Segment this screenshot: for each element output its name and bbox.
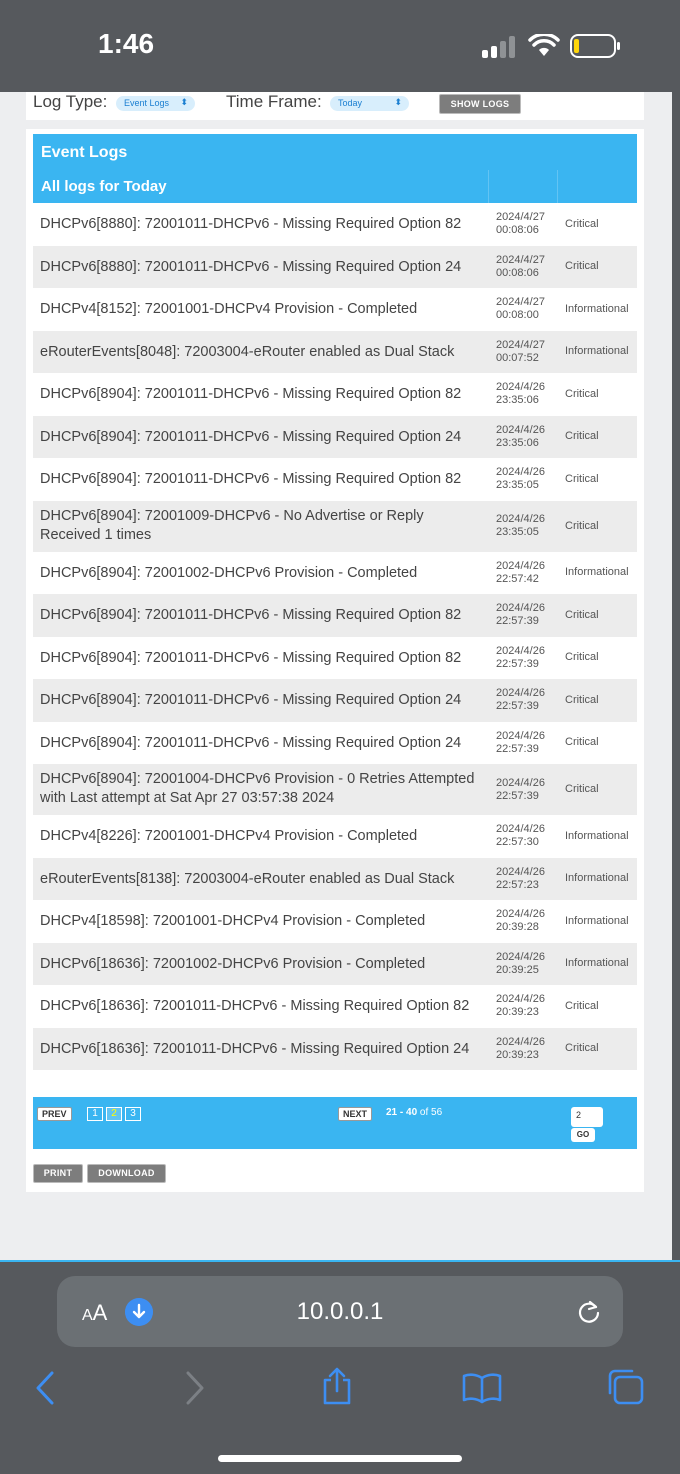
- log-datetime: [496, 645, 558, 671]
- table-row: [33, 722, 637, 765]
- log-severity: Critical: [565, 999, 599, 1012]
- log-date: 2024/4/26: [496, 993, 545, 1006]
- log-datetime: [496, 602, 558, 628]
- log-severity: Critical: [565, 783, 599, 795]
- back-icon[interactable]: [32, 1370, 60, 1406]
- log-time: 22:57:39: [496, 789, 539, 802]
- table-row: [33, 203, 637, 246]
- table-row: [33, 552, 637, 595]
- log-time: 00:08:00: [496, 309, 539, 322]
- log-date: 2024/4/26: [496, 1035, 545, 1048]
- table-row: [33, 288, 637, 331]
- log-message: DHCPv6[8904]: 72001011-DHCPv6 - Missing Required Option 82: [40, 386, 462, 402]
- log-message: DHCPv6[8904]: 72001011-DHCPv6 - Missing Required Option 24: [40, 428, 462, 445]
- forward-icon[interactable]: [180, 1370, 208, 1406]
- log-message: DHCPv6[8904]: 72001002-DHCPv6 Provision - Completed: [40, 564, 418, 581]
- page-edge: [672, 92, 680, 1260]
- table-row: [33, 246, 637, 289]
- aa-large: A: [92, 1300, 108, 1325]
- aa-small: A: [82, 1307, 93, 1324]
- log-date: 2024/4/26: [496, 423, 545, 436]
- log-severity: Informational: [565, 302, 629, 315]
- table-title: Event Logs: [33, 134, 637, 170]
- log-datetime: [496, 296, 558, 322]
- log-message: DHCPv4[18598]: 72001001-DHCPv4 Provision - Completed: [40, 913, 426, 929]
- log-date: 2024/4/26: [496, 381, 545, 394]
- battery-icon: [570, 33, 622, 59]
- log-datetime: [496, 730, 558, 756]
- log-time: 22:57:39: [496, 742, 539, 755]
- log-message: DHCPv6[18636]: 72001011-DHCPv6 - Missing Required Option 24: [40, 1040, 470, 1057]
- log-date: 2024/4/26: [496, 466, 545, 479]
- log-time: 20:39:28: [496, 921, 539, 934]
- download-button[interactable]: DOWNLOAD: [87, 1164, 166, 1183]
- log-date: 2024/4/27: [496, 338, 545, 351]
- log-date: 2024/4/26: [496, 559, 545, 572]
- table-row: [33, 985, 637, 1028]
- wifi-icon: [528, 34, 560, 58]
- log-severity: Critical: [565, 1042, 599, 1055]
- log-date: 2024/4/26: [496, 776, 545, 789]
- log-time: 20:39:23: [496, 1006, 539, 1019]
- status-time: 1:46: [98, 28, 155, 59]
- table-row: [33, 373, 637, 416]
- log-severity: Informational: [565, 829, 629, 842]
- page-1-link[interactable]: 1: [87, 1107, 103, 1121]
- page-range-value: 21 - 40: [386, 1107, 418, 1118]
- log-time: 23:35:05: [496, 479, 539, 492]
- log-date: 2024/4/26: [496, 687, 545, 700]
- pagination-bar: [33, 1097, 637, 1149]
- log-severity: Critical: [565, 472, 599, 485]
- print-button[interactable]: PRINT: [33, 1164, 83, 1183]
- page-2-link[interactable]: 2: [106, 1107, 122, 1121]
- time-frame-label: Time Frame:: [226, 92, 322, 111]
- log-time: 22:57:39: [496, 657, 539, 670]
- table-row: [33, 416, 637, 459]
- log-message: DHCPv6[8904]: 72001011-DHCPv6 - Missing Required Option 82: [40, 471, 462, 487]
- log-date: 2024/4/26: [496, 865, 545, 878]
- log-message: DHCPv6[8904]: 72001011-DHCPv6 - Missing Required Option 24: [40, 734, 462, 751]
- share-icon[interactable]: [320, 1366, 354, 1406]
- log-datetime: [496, 466, 558, 492]
- column-divider: [557, 170, 558, 203]
- page-number-input[interactable]: 2: [571, 1107, 603, 1127]
- log-datetime: [496, 993, 558, 1019]
- table-row: [33, 900, 637, 943]
- table-row: [33, 764, 637, 815]
- log-datetime: [496, 254, 558, 280]
- bookmarks-icon[interactable]: [462, 1372, 502, 1404]
- url-text[interactable]: 10.0.0.1: [296, 1298, 384, 1325]
- event-logs-card: [26, 129, 644, 1192]
- next-button[interactable]: NEXT: [338, 1107, 372, 1121]
- table-row: [33, 594, 637, 637]
- log-severity: Informational: [565, 957, 629, 970]
- table-row: [33, 637, 637, 680]
- home-indicator: [218, 1455, 462, 1462]
- log-date: 2024/4/27: [496, 296, 545, 309]
- log-message: DHCPv4[8152]: 72001001-DHCPv4 Provision - Completed: [40, 301, 418, 317]
- go-button[interactable]: GO: [571, 1128, 595, 1142]
- browser-toolbar: [0, 1260, 680, 1474]
- table-row: [33, 458, 637, 501]
- log-time: 20:39:23: [496, 1048, 539, 1061]
- log-time: 22:57:39: [496, 615, 539, 628]
- log-time: 00:07:52: [496, 351, 539, 364]
- log-message: eRouterEvents[8048]: 72003004-eRouter enabled as Dual Stack: [40, 343, 455, 360]
- log-date: 2024/4/26: [496, 908, 545, 921]
- log-message: DHCPv4[8226]: 72001001-DHCPv4 Provision - Completed: [40, 828, 418, 844]
- cellular-signal-icon: [482, 34, 520, 58]
- log-severity: Informational: [565, 345, 629, 358]
- log-message: DHCPv6[8904]: 72001009-DHCPv6 - No Advertise or Reply Received 1 times: [40, 507, 424, 543]
- log-time: 22:57:39: [496, 700, 539, 713]
- log-severity: Critical: [565, 387, 599, 400]
- page-total: of 56: [419, 1107, 443, 1118]
- log-message: DHCPv6[18636]: 72001002-DHCPv6 Provision - Completed: [40, 955, 426, 972]
- log-severity: Informational: [565, 914, 629, 927]
- log-message: DHCPv6[8880]: 72001011-DHCPv6 - Missing Required Option 24: [40, 258, 462, 275]
- log-message: DHCPv6[8904]: 72001011-DHCPv6 - Missing Required Option 82: [40, 649, 462, 666]
- table-row: [33, 815, 637, 858]
- log-datetime: [496, 951, 558, 977]
- log-datetime: [496, 339, 558, 365]
- log-date: 2024/4/26: [496, 602, 545, 615]
- log-type-value: Event Logs: [124, 98, 170, 108]
- log-time: 22:57:23: [496, 878, 539, 891]
- log-datetime: [496, 866, 558, 892]
- prev-button[interactable]: PREV: [37, 1107, 72, 1121]
- table-row: [33, 501, 637, 552]
- log-time: 00:08:06: [496, 266, 539, 279]
- log-datetime: [496, 381, 558, 407]
- log-severity: Critical: [565, 693, 599, 706]
- log-message: DHCPv6[8904]: 72001011-DHCPv6 - Missing Required Option 24: [40, 692, 462, 708]
- log-datetime: [496, 513, 558, 539]
- log-message: DHCPv6[8904]: 72001011-DHCPv6 - Missing Required Option 82: [40, 607, 462, 623]
- log-time: 22:57:42: [496, 572, 539, 585]
- log-datetime: [496, 424, 558, 450]
- address-bar[interactable]: [57, 1276, 623, 1347]
- log-time: 20:39:25: [496, 963, 539, 976]
- table-row: [33, 858, 637, 901]
- tabs-icon[interactable]: [606, 1368, 646, 1406]
- log-datetime: [496, 560, 558, 586]
- log-severity: Critical: [565, 260, 599, 273]
- reload-icon[interactable]: [575, 1298, 603, 1326]
- column-divider: [488, 170, 489, 203]
- log-severity: Critical: [565, 651, 599, 664]
- log-severity: Critical: [565, 736, 599, 749]
- page-3-link[interactable]: 3: [125, 1107, 141, 1121]
- log-time: 23:35:05: [496, 526, 539, 538]
- web-page: [0, 92, 672, 1260]
- table-row: [33, 1028, 637, 1071]
- status-bar: [0, 0, 680, 92]
- time-frame-value: Today: [338, 98, 363, 108]
- table-row: [33, 679, 637, 722]
- log-message: DHCPv6[8904]: 72001004-DHCPv6 Provision - 0 Retries Attempted with Last attempt at Sat Apr 27 03:57:38 2024: [40, 771, 475, 806]
- show-logs-button[interactable]: SHOW LOGS: [439, 94, 521, 114]
- log-time: 22:57:30: [496, 836, 539, 849]
- time-frame-select[interactable]: [330, 96, 409, 111]
- log-severity: Critical: [565, 608, 599, 621]
- log-severity: Critical: [565, 519, 599, 532]
- log-datetime: [496, 1036, 558, 1062]
- log-date: 2024/4/27: [496, 253, 545, 266]
- filter-panel: [26, 92, 644, 120]
- table-subtitle-text: All logs for Today: [41, 178, 167, 195]
- log-severity: Informational: [565, 566, 629, 579]
- log-time: 23:35:06: [496, 436, 539, 449]
- log-message: eRouterEvents[8138]: 72003004-eRouter enabled as Dual Stack: [40, 870, 455, 887]
- log-time: 23:35:06: [496, 394, 539, 407]
- log-severity: Informational: [565, 872, 629, 885]
- log-datetime: [496, 777, 558, 803]
- log-type-select[interactable]: [116, 96, 195, 111]
- log-message: DHCPv6[8880]: 72001011-DHCPv6 - Missing Required Option 82: [40, 216, 462, 232]
- log-message: DHCPv6[18636]: 72001011-DHCPv6 - Missing Required Option 82: [40, 998, 470, 1014]
- log-severity: Critical: [565, 430, 599, 443]
- log-date: 2024/4/26: [496, 644, 545, 657]
- table-subtitle: [33, 170, 637, 203]
- page-range: [386, 1107, 442, 1118]
- log-datetime: [496, 211, 558, 237]
- table-row: [33, 331, 637, 374]
- log-date: 2024/4/26: [496, 513, 545, 525]
- log-time: 00:08:06: [496, 224, 539, 237]
- log-type-label: Log Type:: [33, 92, 108, 111]
- log-datetime: [496, 687, 558, 713]
- chevron-updown-icon: ⬍: [180, 97, 188, 107]
- log-datetime: [496, 908, 558, 934]
- chevron-updown-icon: ⬍: [394, 97, 402, 107]
- log-datetime: [496, 823, 558, 849]
- log-severity: Critical: [565, 217, 599, 230]
- log-date: 2024/4/26: [496, 950, 545, 963]
- table-row: [33, 943, 637, 986]
- log-date: 2024/4/26: [496, 729, 545, 742]
- log-date: 2024/4/26: [496, 823, 545, 836]
- log-date: 2024/4/27: [496, 211, 545, 224]
